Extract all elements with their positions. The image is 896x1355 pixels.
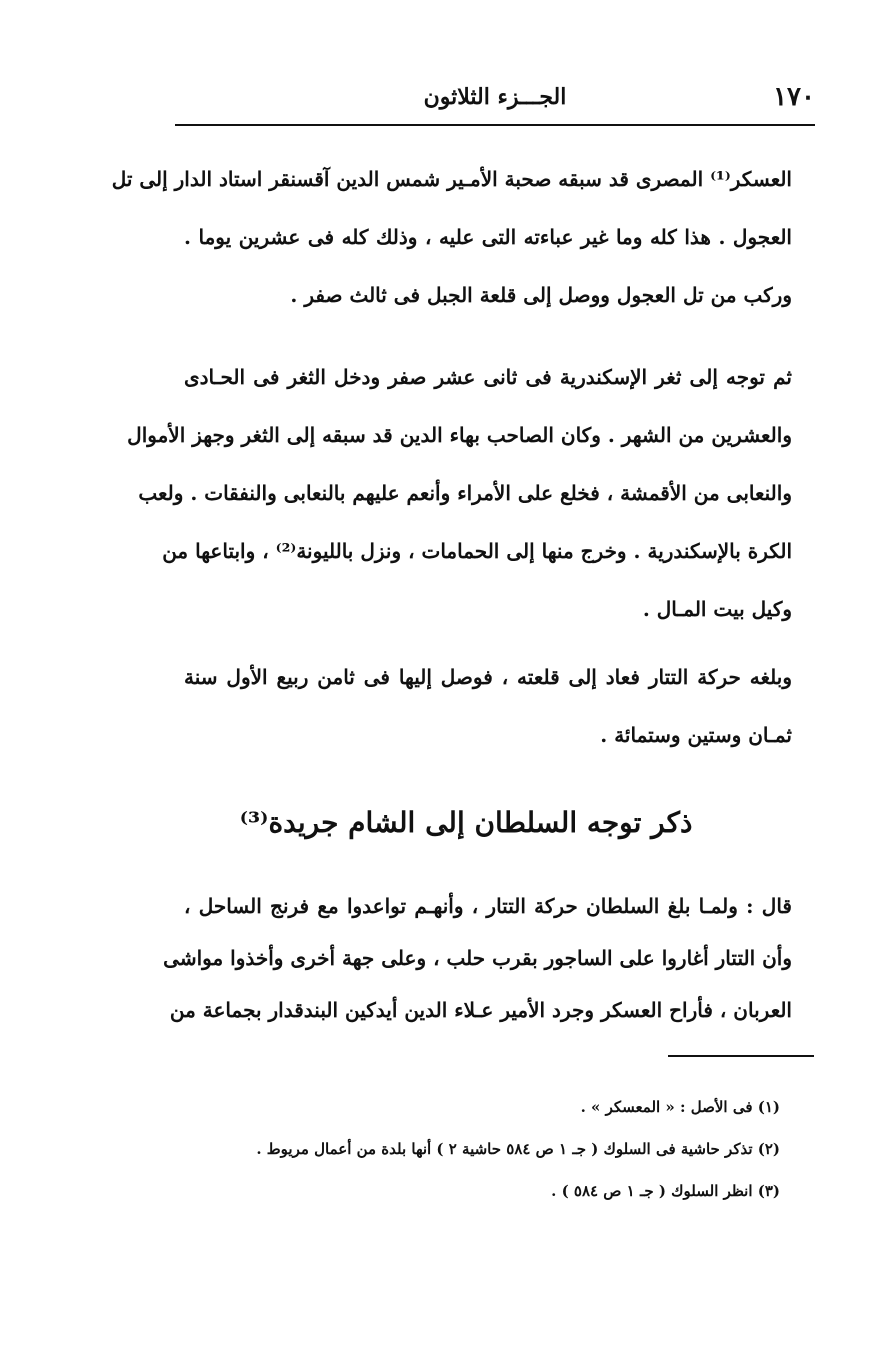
footnote-2: (٢) تذكر حاشية فى السلوك ( جـ ١ ص ٥٨٤ حاشية ٢ ) أنها بلدة من أعمال مريوط . — [256, 1140, 780, 1158]
running-header — [175, 72, 815, 122]
section-paragraph — [163, 880, 792, 1036]
page-number: ١٧٠ — [773, 82, 815, 112]
footnote-1: (١) فى الأصل : « المعسكر » . — [580, 1098, 780, 1116]
footnotes — [140, 1086, 780, 1212]
section-title: ذكر توجه السلطان إلى الشام جريدة⁽³⁾ — [239, 806, 693, 839]
text-line: الكرة بالإسكندرية . وخرج منها إلى الحمامات ، ونزل بالليونة⁽²⁾ ، وابتاعها من — [162, 539, 792, 563]
text-line: وكيل بيت المـال . — [642, 597, 792, 621]
paragraph-1 — [111, 150, 792, 324]
text-line: والعشرين من الشهر . وكان الصاحب بهاء الدين قد سبقه إلى الثغر وجهز الأموال — [127, 423, 792, 447]
text-line: العربان ، فأراح العسكر وجرد الأمير عـلاء الدين أيدكين البندقدار بجماعة من — [169, 998, 792, 1022]
text-line: قال : ولمـا بلغ السلطان حركة التتار ، وأنهـم تواعدوا مع فرنج الساحل ، — [184, 894, 792, 918]
text-line: العجول . هذا كله وما غير عباءته التى عليه ، وذلك كله فى عشرين يوما . — [184, 225, 792, 249]
text-line: وأن التتار أغاروا على الساجور بقرب حلب ، وعلى جهة أخرى وأخذوا مواشى — [163, 946, 792, 970]
paragraph-3 — [184, 648, 792, 764]
text-line: والنعابى من الأقمشة ، فخلع على الأمراء وأنعم عليهم بالنعابى والنفقات . ولعب — [138, 481, 792, 505]
text-line: وركب من تل العجول ووصل إلى قلعة الجبل فى ثالث صفر . — [290, 283, 792, 307]
text-line: ثمـان وستين وستمائة . — [600, 723, 792, 747]
text-line: ثم توجه إلى ثغر الإسكندرية فى ثانى عشر صفر ودخل الثغر فى الحـادى — [184, 365, 792, 389]
text-line: وبلغه حركة التتار فعاد إلى قلعته ، فوصل إليها فى ثامن ربيع الأول سنة — [184, 665, 792, 689]
footnote-3: (٣) انظر السلوك ( جـ ١ ص ٥٨٤ ) . — [551, 1182, 780, 1200]
footnote-rule — [668, 1055, 814, 1057]
paragraph-2 — [127, 348, 792, 638]
running-title: الجـــزء الثلاثون — [423, 84, 567, 110]
header-rule — [175, 124, 815, 126]
text-line: العسكر⁽¹⁾ المصرى قد سبقه صحبة الأمـير شمس الدين آقسنقر استاد الدار إلى تل — [111, 167, 792, 191]
